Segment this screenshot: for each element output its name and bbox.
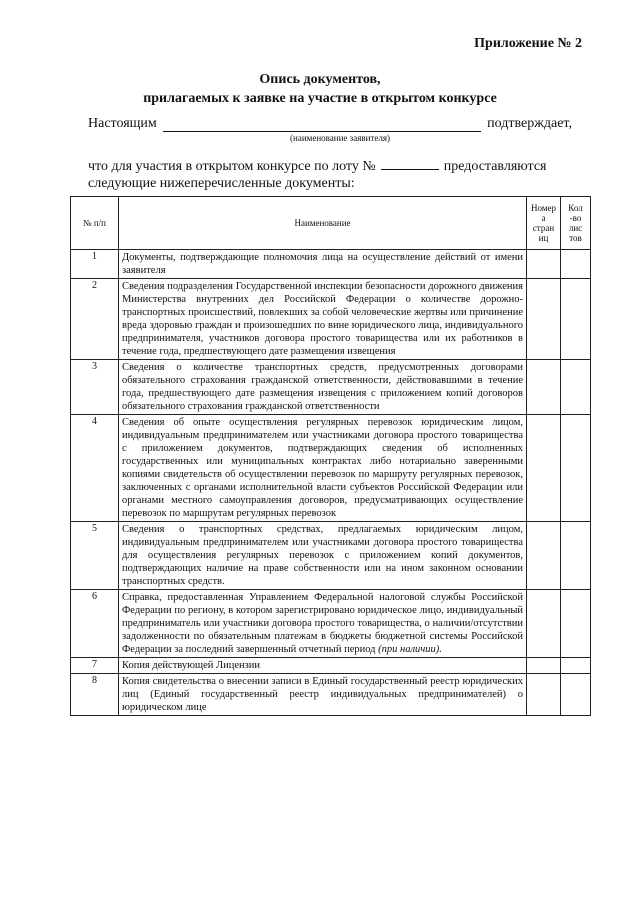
row-name: Сведения об опыте осуществления регулярных перевозок юридическим лицом, индивидуальным предпринимателем или участниками договора простого товарищества с приложением документов, подтверждающих сведения об исполненных государственных или муниципальных контрактах либо нотариально заверенными копиями свидетельств об осуществлении перевозок по маршруту регулярных перевозок, заключенных с органами исполнительной власти субъектов Российской Федерации или органами местного самоуправления договоров, предусматривающих осуществление перевозок по маршрутам регулярных перевозок [119, 415, 527, 522]
row-count-cell[interactable] [561, 674, 591, 716]
header-pages: Номер а стран иц [527, 197, 561, 250]
row-pages-cell[interactable] [527, 250, 561, 279]
documents-table [70, 196, 591, 716]
row-number: 6 [71, 590, 119, 658]
document-title [0, 70, 640, 108]
row-name: Сведения о количестве транспортных средств, предусмотренных договорами обязательного страхования гражданской ответственности, действовавшими в течение года, предшествующего дате размещения извещения с приложением копий договоров обязательного страхования гражданской ответственности [119, 360, 527, 415]
lot-line [88, 158, 572, 175]
table-row [71, 674, 591, 716]
table-row [71, 250, 591, 279]
lot-statement [88, 158, 572, 192]
row-count-cell[interactable] [561, 250, 591, 279]
row-pages-cell[interactable] [527, 415, 561, 522]
statement-prefix: Настоящим [88, 116, 157, 131]
row-name: Сведения о транспортных средствах, предлагаемых юридическим лицом, индивидуальным предпринимателем или участниками договора простого товарищества для осуществления регулярных перевозок с приложением копий документов, подтверждающих наличие на праве собственности или на ином законном основании транспортных средств. [119, 522, 527, 590]
row-count-cell[interactable] [561, 360, 591, 415]
lot-number-field[interactable] [381, 158, 439, 170]
row-name: Копия свидетельства о внесении записи в Единый государственный реестр юридических лиц (Единый государственный реестр индивидуальных предпринимателей) о юридическом лице [119, 674, 527, 716]
table-row [71, 658, 591, 674]
row-count-cell[interactable] [561, 415, 591, 522]
applicant-statement [88, 116, 572, 143]
row-pages-cell[interactable] [527, 674, 561, 716]
table-row [71, 522, 591, 590]
row-number: 2 [71, 279, 119, 360]
lot-line-start: что для участия в открытом конкурсе по лоту № [88, 159, 376, 174]
lot-line-end: предоставляются [443, 159, 547, 174]
row-number: 3 [71, 360, 119, 415]
title-line-2: прилагаемых к заявке на участие в открытом конкурсе [143, 91, 497, 106]
row-count-cell[interactable] [561, 590, 591, 658]
row-number: 8 [71, 674, 119, 716]
header-number: № п/п [71, 197, 119, 250]
applicant-name-caption: (наименование заявителя) [290, 133, 390, 143]
row-name: Копия действующей Лицензии [119, 658, 527, 674]
row-pages-cell[interactable] [527, 279, 561, 360]
row-name-text: Справка, предоставленная Управлением Федеральной налоговой службы Российской Федерации по региону, в котором зарегистрировано юридическое лицо, индивидуальный предприниматель или участники договора простого товарищества, о наличии/отсутствии задолженности по обязательным платежам в бюджеты бюджетной системы Российской Федерации за последний завершенный отчетный период [122, 592, 523, 655]
row-count-cell[interactable] [561, 279, 591, 360]
row-count-cell[interactable] [561, 522, 591, 590]
header-name: Наименование [119, 197, 527, 250]
row-pages-cell[interactable] [527, 360, 561, 415]
table-row [71, 279, 591, 360]
row-pages-cell[interactable] [527, 590, 561, 658]
row-pages-cell[interactable] [527, 658, 561, 674]
table-row [71, 415, 591, 522]
header-count: Кол -во лис тов [561, 197, 591, 250]
title-line-1: Опись документов, [259, 72, 381, 87]
row-number: 5 [71, 522, 119, 590]
table-row [71, 590, 591, 658]
lot-line-2: следующие нижеперечисленные документы: [88, 176, 355, 191]
row-note: (при наличии). [378, 644, 442, 655]
table-row [71, 360, 591, 415]
row-number: 1 [71, 250, 119, 279]
applicant-row [88, 116, 572, 132]
row-number: 7 [71, 658, 119, 674]
row-name: Сведения подразделения Государственной инспекции безопасности дорожного движения Министерства внутренних дел Российской Федерации о количестве дорожно-транспортных происшествий, повлекших за собой человеческие жертвы или причинение вреда здоровью граждан и произошедших по вине юридического лица, индивидуального предпринимателя, участников договора простого товарищества или их работников в течение года, предшествующего дате размещения извещения [119, 279, 527, 360]
statement-suffix: подтверждает, [487, 116, 572, 131]
row-number: 4 [71, 415, 119, 522]
table-header-row [71, 197, 591, 250]
applicant-name-field[interactable] [163, 118, 481, 132]
row-pages-cell[interactable] [527, 522, 561, 590]
appendix-number: Приложение № 2 [474, 36, 582, 51]
row-name: Документы, подтверждающие полномочия лица на осуществление действий от имени заявителя [119, 250, 527, 279]
row-count-cell[interactable] [561, 658, 591, 674]
row-name [119, 590, 527, 658]
